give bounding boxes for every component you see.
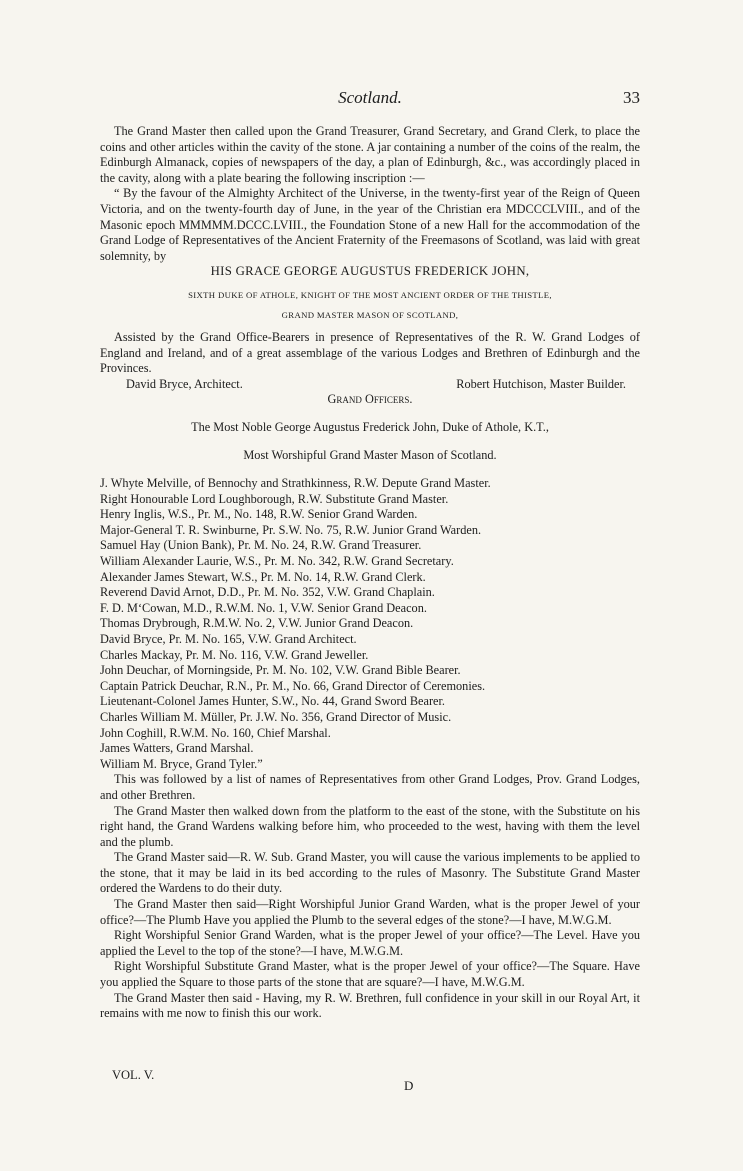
builder-credit: Robert Hutchison, Master Builder. bbox=[456, 376, 626, 391]
running-title: Scotland. bbox=[338, 88, 402, 107]
officer-line: Lieutenant-Colonel James Hunter, S.W., No. 44, Grand Sword Bearer. bbox=[100, 694, 446, 709]
officer-line: Reverend David Arnot, D.D., Pr. M. No. 352, V.W. Grand Chaplain. bbox=[100, 585, 435, 600]
architect-credit: David Bryce, Architect. bbox=[126, 376, 243, 391]
volume-mark: VOL. V. bbox=[112, 1068, 155, 1082]
paragraph-finish: The Grand Master then said - Having, my R. W. Brethren, full confidence in your skill in our Royal Art, it remains with me now to finish this our work. bbox=[100, 990, 640, 1021]
officer-line: David Bryce, Pr. M. No. 165, V.W. Grand Architect. bbox=[100, 631, 357, 646]
grand-master-name: HIS GRACE GEORGE AUGUSTUS FREDERICK JOHN, bbox=[210, 264, 530, 279]
officers-list bbox=[100, 476, 640, 772]
officer-line: Charles Mackay, Pr. M. No. 116, V.W. Grand Jeweller. bbox=[100, 647, 369, 662]
grand-master-titles-2: GRAND MASTER MASON OF SCOTLAND, bbox=[281, 310, 459, 321]
officer-line: John Deuchar, of Morningside, Pr. M. No. 102, V.W. Grand Bible Bearer. bbox=[100, 663, 461, 678]
officer-line: Right Honourable Lord Loughborough, R.W. Substitute Grand Master. bbox=[100, 491, 449, 506]
running-header bbox=[100, 88, 640, 112]
officer-line: John Coghill, R.W.M. No. 160, Chief Marshal. bbox=[100, 725, 331, 740]
page-footer bbox=[112, 1068, 512, 1093]
officer-line: William M. Bryce, Grand Tyler.” bbox=[100, 756, 263, 771]
inscription-text: “ By the favour of the Almighty Architect of the Universe, in the twenty-first year of the Reign of Queen Victoria, and on the twenty-fourth day of June, in the year of the Christian era MDCCCLVIII., and of the Masonic epoch MMMMM.DCCC.LVIII., the Foundation Stone of a new Hall for the accommodation of the Grand Lodge of Representatives of the Ancient Fraternity of the Freemasons of Scotland, was laid with great solemnity, by bbox=[100, 186, 640, 263]
signature-mark: D bbox=[404, 1078, 414, 1093]
officer-line: Samuel Hay (Union Bank), Pr. M. No. 24, R.W. Grand Treasurer. bbox=[100, 538, 422, 553]
officers-heading: Grand Officers. bbox=[327, 392, 413, 407]
officer-line: Alexander James Stewart, W.S., Pr. M. No. 14, R.W. Grand Clerk. bbox=[100, 569, 426, 584]
paragraph-square: Right Worshipful Substitute Grand Master, what is the proper Jewel of your office?—The Square. Have you applied the Square to those parts of the stone that are square?—I have, M.W.G.M. bbox=[100, 959, 640, 990]
officer-line: Charles William M. Müller, Pr. J.W. No. 356, Grand Director of Music. bbox=[100, 709, 452, 724]
officer-line: Henry Inglis, W.S., Pr. M., No. 148, R.W. Senior Grand Warden. bbox=[100, 507, 418, 522]
page-body bbox=[100, 124, 640, 1022]
paragraph-coins: The Grand Master then called upon the Grand Treasurer, Grand Secretary, and Grand Clerk, to place the coins and other articles within the cavity of the stone. A jar containing a number of the coins of the realm, the Edinburgh Almanack, copies of newspapers of the day, a plan of Edinburgh, &c., was accordingly placed in the cavity, along with a plate bearing the following inscription :— bbox=[100, 124, 640, 185]
paragraph-level: Right Worshipful Senior Grand Warden, what is the proper Jewel of your office?—The Level. Have you applied the Level to the top of the stone?—I have, M.W.G.M. bbox=[100, 928, 640, 958]
officer-line: Major-General T. R. Swinburne, Pr. S.W. No. 75, R.W. Junior Grand Warden. bbox=[100, 522, 482, 537]
architect-builder-row bbox=[100, 377, 640, 393]
paragraph-implements: The Grand Master said—R. W. Sub. Grand Master, you will cause the various implements to be applied to the stone, that it may be laid in its bed according to the rules of Masonry. The Substitute Grand Master ordered the Wardens to do their duty. bbox=[100, 850, 640, 896]
officer-line: William Alexander Laurie, W.S., Pr. M. No. 342, R.W. Grand Secretary. bbox=[100, 554, 454, 569]
officers-lead-2: Most Worshipful Grand Master Mason of Scotland. bbox=[243, 448, 497, 463]
paragraph-assisted: Assisted by the Grand Office-Bearers in presence of Representatives of the R. W. Grand Lodges of England and Ireland, and of a great assemblage of the various Lodges and Brethren of Edinburgh and the Provinces. bbox=[100, 330, 640, 376]
officers-lead-1: The Most Noble George Augustus Frederick John, Duke of Athole, K.T., bbox=[191, 420, 549, 435]
grand-master-titles-1: SIXTH DUKE OF ATHOLE, KNIGHT OF THE MOST ANCIENT ORDER OF THE THISTLE, bbox=[188, 289, 552, 300]
paragraph-representatives: This was followed by a list of names of Representatives from other Grand Lodges, Prov. Grand Lodges, and other Brethren. bbox=[100, 772, 640, 802]
paragraph-plumb: The Grand Master then said—Right Worshipful Junior Grand Warden, what is the proper Jewel of your office?—The Plumb Have you applied the Plumb to the several edges of the stone?—I have, M.W.G.M. bbox=[100, 897, 640, 927]
officer-line: Thomas Drybrough, R.M.W. No. 2, V.W. Junior Grand Deacon. bbox=[100, 616, 414, 631]
officer-line: Captain Patrick Deuchar, R.N., Pr. M., No. 66, Grand Director of Ceremonies. bbox=[100, 678, 486, 693]
officer-line: James Watters, Grand Marshal. bbox=[100, 741, 254, 756]
page-number: 33 bbox=[623, 88, 640, 107]
officer-line: J. Whyte Melville, of Bennochy and Strathkinness, R.W. Depute Grand Master. bbox=[100, 476, 491, 491]
paragraph-procession: The Grand Master then walked down from the platform to the east of the stone, with the Substitute on his right hand, the Grand Wardens walking before him, who proceeded to the west, having with them the level and the plumb. bbox=[100, 803, 640, 849]
officer-line: F. D. M‘Cowan, M.D., R.W.M. No. 1, V.W. Senior Grand Deacon. bbox=[100, 600, 427, 615]
